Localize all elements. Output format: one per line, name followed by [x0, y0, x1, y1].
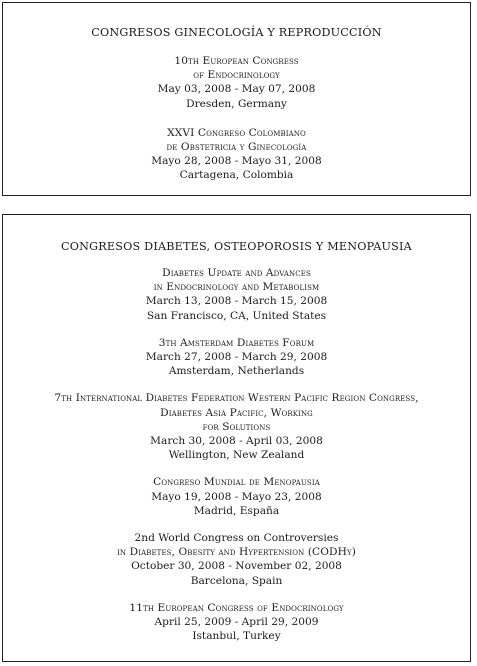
event-name-line: 11th European Congress of Endocrinology — [129, 601, 344, 614]
event-location: Dresden, Germany — [186, 97, 287, 110]
event-entry — [3, 391, 470, 462]
event-location: Madrid, España — [193, 504, 280, 517]
event-dates: May 03, 2008 - May 07, 2008 — [157, 83, 316, 96]
event-dates: March 27, 2008 - March 29, 2008 — [145, 351, 328, 364]
event-entry — [3, 126, 470, 183]
event-entry — [3, 54, 470, 111]
section-title: CONGRESOS DIABETES, OSTEOPOROSIS Y MENOPAUSIA — [61, 240, 412, 253]
event-location: Wellington, New Zealand — [168, 449, 305, 462]
event-name-line: for Solutions — [202, 420, 271, 433]
event-dates: Mayo 19, 2008 - Mayo 23, 2008 — [151, 490, 322, 503]
event-name-line: 3th Amsterdam Diabetes Forum — [158, 336, 315, 349]
event-location: Istanbul, Turkey — [192, 630, 281, 643]
section-title: CONGRESOS GINECOLOGÍA Y REPRODUCCIÓN — [91, 26, 382, 39]
event-name-line: 2nd World Congress on Controversies — [134, 532, 339, 545]
event-entry — [3, 601, 470, 644]
event-name-line: Congreso Mundial de Menopausia — [153, 476, 320, 489]
event-name-line: 10th European Congress — [174, 55, 299, 67]
event-dates: March 30, 2008 - April 03, 2008 — [150, 435, 323, 448]
event-location: Cartagena, Colombia — [179, 169, 294, 182]
event-name-line: Diabetes Asia Pacific, Working — [160, 406, 313, 419]
event-location: Barcelona, Spain — [190, 574, 283, 587]
congress-box-diabetes — [2, 214, 471, 662]
event-dates: March 13, 2008 - March 15, 2008 — [145, 295, 328, 308]
event-name-line: in Diabetes, Obesity and Hypertension (CODHy) — [117, 546, 356, 559]
event-entry — [3, 336, 470, 379]
event-dates: October 30, 2008 - November 02, 2008 — [131, 560, 342, 573]
event-name-line: of Endocrinology — [193, 69, 280, 82]
event-dates: April 25, 2009 - April 29, 2009 — [154, 616, 319, 629]
event-name-line: Diabetes Update and Advances — [162, 267, 311, 279]
event-location: San Francisco, CA, United States — [146, 309, 327, 322]
event-entry — [3, 475, 470, 518]
event-entry — [3, 531, 470, 588]
event-name-line: de Obstetricia y Ginecología — [166, 141, 307, 154]
event-location: Amsterdam, Netherlands — [168, 365, 305, 378]
event-name-line: 7th International Diabetes Federation Western Pacific Region Congress, — [54, 392, 419, 405]
event-name-line: XXVI Congreso Colombiano — [167, 126, 306, 139]
congress-box-gynecology — [2, 2, 471, 196]
event-dates: Mayo 28, 2008 - Mayo 31, 2008 — [151, 155, 322, 168]
event-name-line: in Endocrinology and Metabolism — [153, 281, 320, 294]
event-entry — [3, 266, 470, 323]
